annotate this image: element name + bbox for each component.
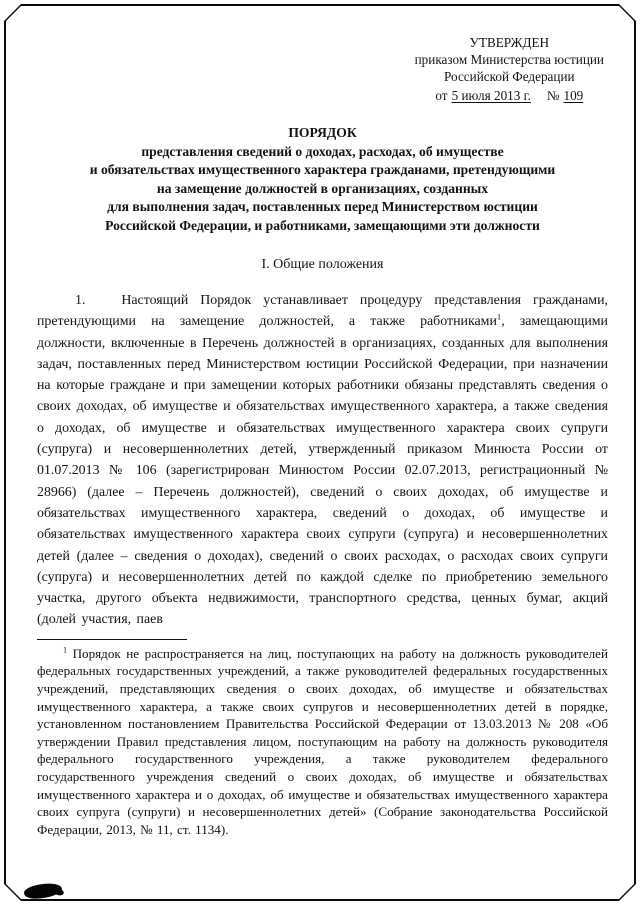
- paragraph-1-text-before: 1. Настоящий Порядок устанавливает процедуру представления гражданами, претендующими на замещение должностей, а также работниками: [37, 293, 608, 330]
- footnote-divider: [37, 639, 187, 640]
- title-line: представления сведений о доходах, расходах, об имуществе: [141, 143, 504, 159]
- number-prefix: №: [546, 88, 560, 103]
- title-line: ПОРЯДОК: [288, 125, 357, 140]
- paragraph-1-text-after: , замещающими должности, включенные в Перечень должностей в организациях, созданных для выполнения задач, поставленных перед Министерством юстиции Российской Федерации, при назначении на которые граждане и при замещении которых работники обязаны представлять сведения о своих доходах, об имуществе и обязательствах имущественного характера, а также сведения о доходах, об имуществе и обязательствах имущественного характера своих супруги (супруга) и несовершеннолетних детей, утвержденный приказом Минюста России от 01.07.2013 № 106 (зарегистрирован Минюстом России 02.07.2013, регистрационный № 28966) (далее – Перечень должностей), сведений о своих доходах, об имуществе и обязательствах имущественного характера, сведений о доходах, об имуществе и обязательствах имущественного характера своих супруги (супруга) и несовершеннолетних детей (далее – сведения о доходах), сведений о своих расходах, о расходах своих супруги (супруга) и несовершеннолетних детей по каждой сделке по приобретению земельного участка, другого объекта недвижимости, транспортного средства, ценных бумаг, акций (долей участия, паев: [37, 314, 608, 628]
- footnote-text: Порядок не распространяется на лиц, поступающих на работу на должность руководителей федеральных государственных учреждений, а также руководителей федеральных государственных учреждений, представляющих сведения о своих доходах, об имуществе и обязательствах имущественного характера, а также своих супругов и несовершеннолетних детей в порядке, установленном постановлением Правительства Российской Федерации от 13.03.2013 № 208 «Об утверждении Правил представления лицом, поступающим на работу на должность руководителя федерального государственного учреждения, а также руководителем федерального государственного учреждения сведений о своих доходах, об имуществе и обязательствах имущественного характера и о доходах, об имуществе и обязательствах имущественного характера своих супруга (супруги) и несовершеннолетних детей» (Собрание законодательства Российской Федерации, 2013, № 11, ст. 1134).: [37, 645, 608, 837]
- date-prefix: от: [435, 88, 448, 103]
- approval-line-2: приказом Министерства юстиции: [414, 52, 604, 67]
- approval-date-line: [415, 87, 604, 104]
- section-heading: I. Общие положения: [261, 257, 384, 272]
- paragraph-1: [37, 290, 608, 631]
- date-value: 5 июля 2013 г.: [451, 88, 531, 103]
- number-value: 109: [563, 88, 584, 103]
- approval-line-1: УТВЕРЖДЕН: [469, 35, 550, 50]
- document-title: [37, 124, 608, 235]
- title-line: Российской Федерации, и работниками, замещающими эти должности: [105, 217, 540, 233]
- approval-line-3: Российской Федерации: [444, 69, 575, 84]
- title-line: и обязательствах имущественного характера гражданами, претендующими: [89, 162, 556, 177]
- footnote-reference: 1: [496, 311, 502, 322]
- title-line: для выполнения задач, поставленных перед Министерством юстиции: [107, 199, 538, 214]
- footnote-marker: 1: [63, 645, 68, 655]
- title-line: на замещение должностей в организациях, созданных: [156, 180, 489, 196]
- approval-block: [415, 34, 604, 104]
- footnote: [37, 645, 608, 839]
